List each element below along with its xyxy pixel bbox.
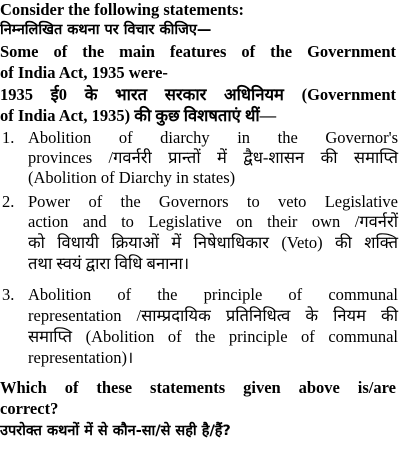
- statement-line: को विधायी क्रियाओं में निषेधाधिकार (Veto) की शक्ति: [28, 233, 398, 252]
- statement-number: 1.: [2, 128, 15, 147]
- statement-number: 2.: [2, 192, 15, 211]
- statement-line: (Abolition of Diarchy in states): [28, 168, 236, 187]
- statement-line: representation /साम्प्रदायिक प्रतिनिधित्व के नियम की: [28, 306, 398, 325]
- question-hindi-line-1: 1935 ई0 के भारत सरकार अधिनियम (Government: [0, 85, 396, 104]
- question-hindi-line-2: of India Act, 1935) की कुछ विशषताएं थीं—: [0, 106, 277, 125]
- statement-line: Abolition of the principle of communal: [28, 285, 398, 304]
- question-english-line-2: of India Act, 1935 were-: [0, 63, 168, 82]
- statement-line: समाप्ति (Abolition of the principle of communal: [28, 327, 398, 346]
- prompt-english-line-1: Which of these statements given above is/are: [0, 378, 396, 397]
- prompt-english-line-2: correct?: [0, 399, 59, 418]
- statement-line: representation)।: [28, 348, 134, 367]
- statement-line: provinces /गवर्नरी प्रान्तों में द्वैध-शासन की समाप्ति: [28, 148, 398, 167]
- statement-line: action and to Legislative on their own /गवर्नरों: [28, 212, 398, 231]
- intro-hindi: निम्नलिखित कथना पर विचार कीजिए—: [0, 22, 212, 38]
- statement-line: Power of the Governors to veto Legislative: [28, 192, 398, 211]
- question-english-line-1: Some of the main features of the Government: [0, 42, 396, 61]
- intro-english: Consider the following statements:: [0, 0, 244, 19]
- statement-line: Abolition of diarchy in the Governor's: [28, 128, 398, 147]
- prompt-hindi: उपरोक्त कथनों में से कौन-सा/से सही है/हैं?: [0, 423, 231, 439]
- statement-line: तथा स्वयं द्वारा विधि बनाना।: [28, 254, 190, 273]
- statement-number: 3.: [2, 285, 15, 304]
